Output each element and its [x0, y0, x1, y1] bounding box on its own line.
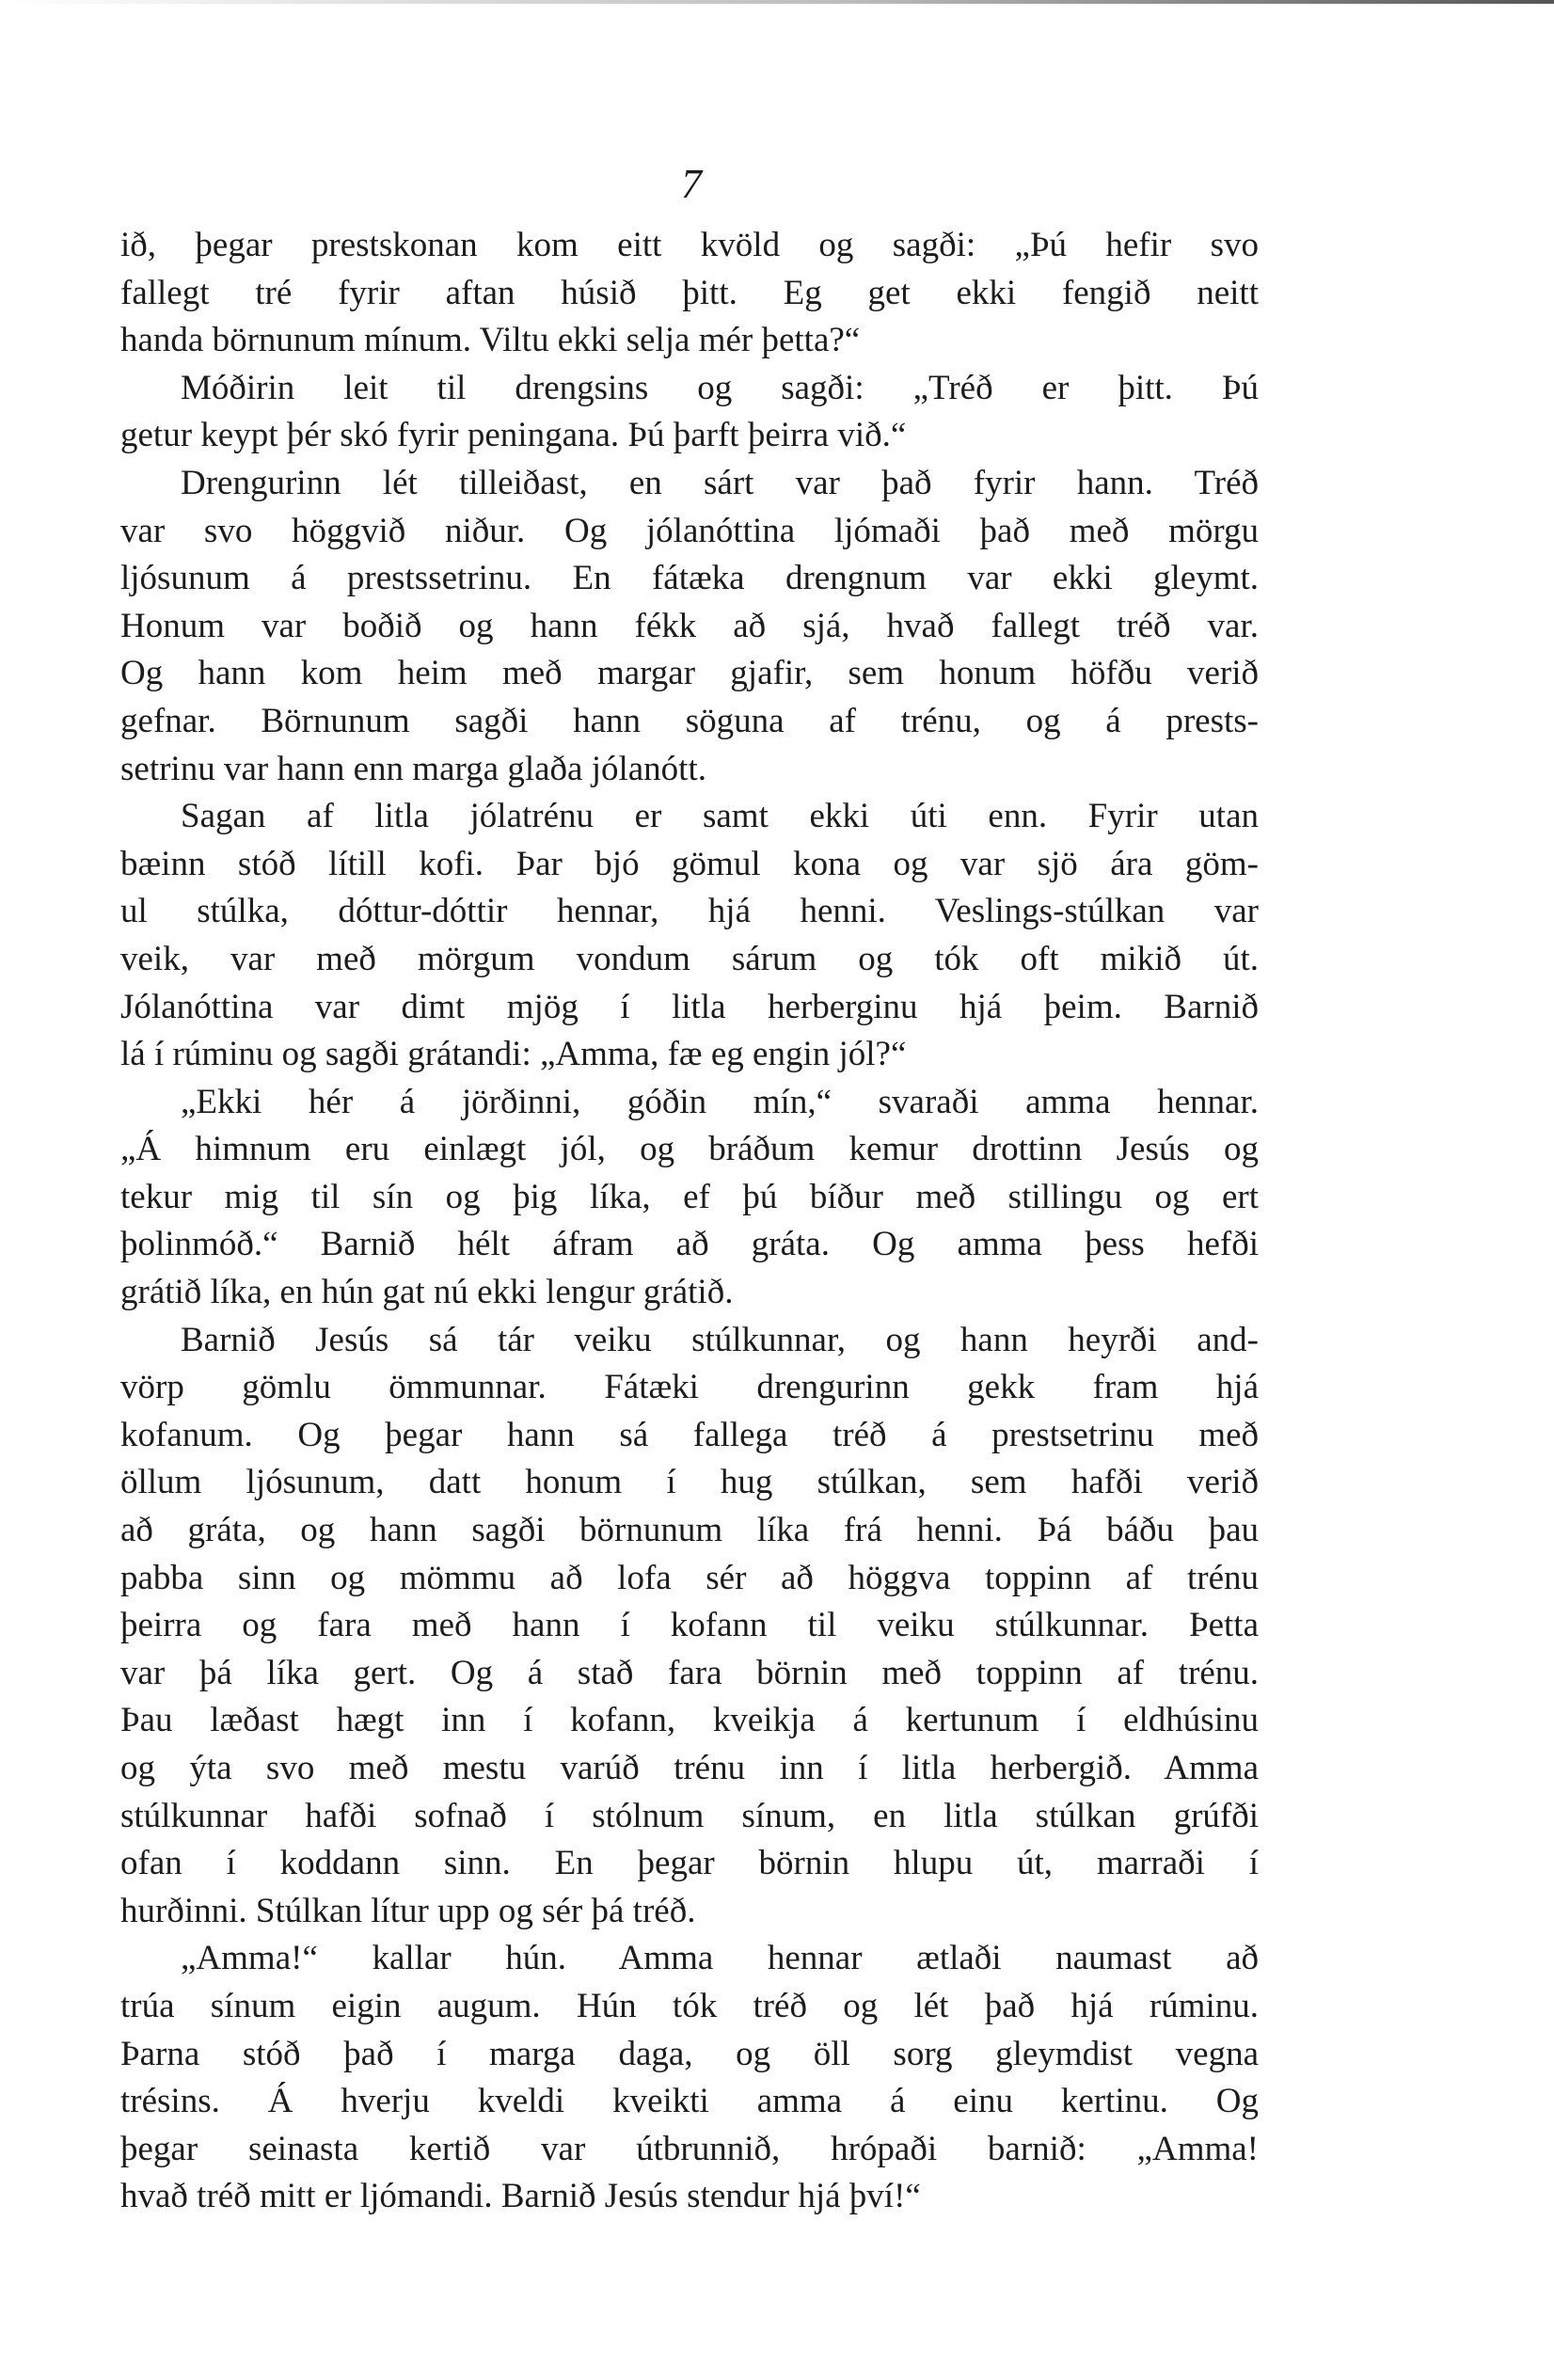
text-line: Honum var boðið og hann fékk að sjá, hvað fallegt tréð var. [120, 606, 1259, 645]
text-line: fallegt tré fyrir aftan húsið þitt. Eg get ekki fengið neitt [120, 273, 1259, 312]
text-line: Þarna stóð það í marga daga, og öll sorg gleymdist vegna [120, 2034, 1259, 2073]
paragraph [120, 1935, 1259, 2221]
text-line: þolinmóð.“ Barnið hélt áfram að gráta. Og amma þess hefði [120, 1225, 1259, 1264]
text-line: þeirra og fara með hann í kofann til veiku stúlkunnar. Þetta [120, 1606, 1259, 1645]
text-line: lá í rúminu og sagði grátandi: „Amma, fæ eg engin jól?“ [120, 1035, 907, 1074]
text-line: veik, var með mörgum vondum sárum og tók oft mikið út. [120, 939, 1259, 978]
text-line: var svo höggvið niður. Og jólanóttina ljómaði það með mörgu [120, 511, 1259, 550]
text-line: Sagan af litla jólatrénu er samt ekki úti enn. Fyrir utan [181, 797, 1259, 836]
scan-top-edge [0, 0, 1554, 4]
text-line: trúa sínum eigin augum. Hún tók tréð og lét það hjá rúminu. [120, 1986, 1259, 2025]
paragraph [120, 793, 1259, 1079]
text-line: ljósunum á prestssetrinu. En fátæka drengnum var ekki gleymt. [120, 559, 1259, 598]
text-line: tekur mig til sín og þig líka, ef þú bíður með stillingu og ert [120, 1177, 1259, 1216]
text-line: kofanum. Og þegar hann sá fallega tréð á prestsetrinu með [120, 1415, 1259, 1454]
text-line: ið, þegar prestskonan kom eitt kvöld og sagði: „Þú hefir svo [120, 226, 1259, 264]
body-text [120, 222, 1259, 2221]
text-line: gefnar. Börnunum sagði hann söguna af trénu, og á prests- [120, 701, 1259, 740]
text-line: stúlkunnar hafði sofnað í stólnum sínum, en litla stúlkan grúfði [120, 1796, 1259, 1835]
text-line: Og hann kom heim með margar gjafir, sem honum höfðu verið [120, 654, 1259, 693]
text-line: „Ekki hér á jörðinni, góðin mín,“ svaraði amma hennar. [181, 1082, 1259, 1121]
text-line: Jólanóttina var dimt mjög í litla herberginu hjá þeim. Barnið [120, 987, 1259, 1026]
paragraph [120, 460, 1259, 793]
text-line: hurðinni. Stúlkan lítur upp og sér þá tréð. [120, 1891, 696, 1930]
paragraph [120, 1317, 1259, 1936]
text-line: ofan í koddann sinn. En þegar börnin hlupu út, marraði í [120, 1844, 1259, 1883]
text-line: Móðirin leit til drengsins og sagði: „Tréð er þitt. Þú [181, 368, 1259, 407]
text-line: ul stúlka, dóttur-dóttir hennar, hjá henni. Veslings-stúlkan var [120, 892, 1259, 931]
text-line: Drengurinn lét tilleiðast, en sárt var það fyrir hann. Tréð [181, 463, 1259, 502]
text-line: og ýta svo með mestu varúð trénu inn í litla herbergið. Amma [120, 1749, 1259, 1787]
text-line: getur keypt þér skó fyrir peningana. Þú þarft þeirra við.“ [120, 416, 907, 455]
paragraph [120, 365, 1259, 460]
paragraph [120, 222, 1259, 365]
text-line: Þau læðast hægt inn í kofann, kveikja á kertunum í eldhúsinu [120, 1701, 1259, 1740]
text-line: var þá líka gert. Og á stað fara börnin með toppinn af trénu. [120, 1653, 1259, 1692]
text-line: hvað tréð mitt er ljómandi. Barnið Jesús stendur hjá því!“ [120, 2177, 921, 2216]
text-line: handa börnunum mínum. Viltu ekki selja mér þetta?“ [120, 321, 861, 360]
paragraph [120, 1079, 1259, 1317]
text-line: „Amma!“ kallar hún. Amma hennar ætlaði naumast að [181, 1939, 1259, 1978]
text-line: grátið líka, en hún gat nú ekki lengur grátið. [120, 1273, 734, 1312]
text-line: að gráta, og hann sagði börnunum líka frá henni. Þá báðu þau [120, 1511, 1259, 1550]
text-line: þegar seinasta kertið var útbrunnið, hrópaði barnið: „Amma! [120, 2129, 1259, 2168]
text-line: öllum ljósunum, datt honum í hug stúlkan, sem hafði verið [120, 1463, 1259, 1502]
text-line: vörp gömlu ömmunnar. Fátæki drengurinn gekk fram hjá [120, 1368, 1259, 1407]
text-line: setrinu var hann enn marga glaða jólanótt. [120, 749, 706, 788]
text-line: trésins. Á hverju kveldi kveikti amma á einu kertinu. Og [120, 2082, 1259, 2121]
text-line: bæinn stóð lítill kofi. Þar bjó gömul kona og var sjö ára göm- [120, 844, 1259, 883]
text-line: „Á himnum eru einlægt jól, og bráðum kemur drottinn Jesús og [120, 1130, 1259, 1169]
page-number: 7 [681, 161, 702, 207]
text-line: pabba sinn og mömmu að lofa sér að höggva toppinn af trénu [120, 1558, 1259, 1597]
text-line: Barnið Jesús sá tár veiku stúlkunnar, og hann heyrði and- [181, 1320, 1259, 1359]
